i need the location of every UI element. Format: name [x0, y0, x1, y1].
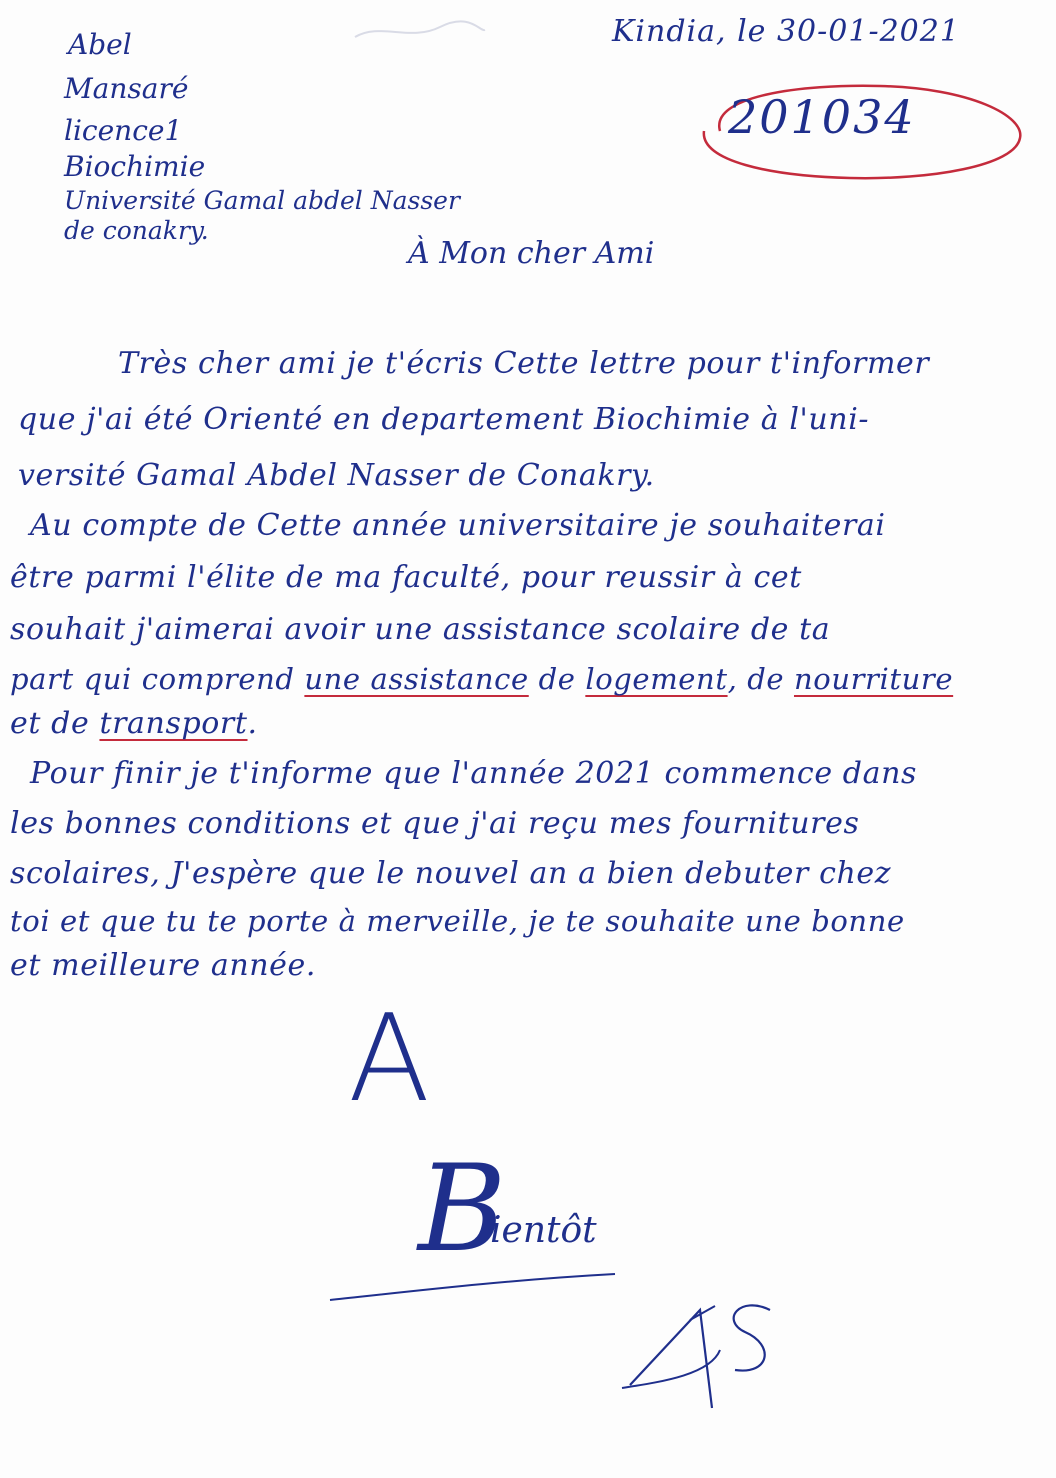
- text-segment: et de: [10, 706, 100, 741]
- underlined-phrase: transport: [99, 706, 248, 741]
- sender-department: Biochimie: [64, 150, 206, 183]
- body-line: versité Gamal Abdel Nasser de Conakry.: [18, 458, 655, 493]
- signature: [620, 1290, 800, 1420]
- faint-scribble: [350, 12, 490, 52]
- closing-b-initial: B: [418, 1140, 507, 1279]
- closing-underline: [325, 1270, 625, 1310]
- body-line: Pour finir je t'informe que l'année 2021 commence dans: [30, 756, 918, 791]
- sender-first-name: Abel: [68, 28, 132, 61]
- body-line: scolaires, J'espère que le nouvel an a bien debuter chez: [10, 856, 892, 891]
- underlined-phrase: nourriture: [793, 662, 954, 696]
- body-line: être parmi l'élite de ma faculté, pour reussir à cet: [10, 560, 802, 595]
- underlined-phrase: une assistance: [304, 662, 529, 696]
- body-line: Très cher ami je t'écris Cette lettre pour t'informer: [118, 346, 930, 381]
- body-line: toi et que tu te porte à merveille, je te souhaite une bonne: [10, 904, 905, 938]
- sender-last-name: Mansaré: [64, 72, 189, 105]
- sender-university: Université Gamal abdel Nasser: [64, 186, 460, 215]
- body-line-underlined: [10, 662, 953, 696]
- greeting: À Mon cher Ami: [408, 236, 655, 271]
- text-segment: .: [247, 706, 258, 741]
- closing-bientot-rest: ientôt: [490, 1210, 597, 1251]
- reference-number: 201034: [728, 90, 916, 144]
- body-line-underlined: [10, 706, 258, 741]
- body-line: et meilleure année.: [10, 948, 317, 983]
- sender-level: licence1: [64, 114, 183, 147]
- place-date: Kindia, le 30-01-2021: [612, 14, 960, 49]
- body-line: Au compte de Cette année universitaire je souhaiterai: [30, 508, 886, 543]
- body-line: que j'ai été Orienté en departement Biochimie à l'uni-: [18, 402, 870, 437]
- text-segment: , de: [727, 662, 794, 696]
- body-line: souhait j'aimerai avoir une assistance scolaire de ta: [10, 612, 831, 647]
- text-segment: de: [528, 662, 586, 696]
- text-segment: part qui comprend: [10, 662, 305, 696]
- closing-a: A: [348, 990, 431, 1129]
- reference-stamp: [690, 76, 1030, 186]
- sender-city: de conakry.: [64, 216, 209, 245]
- body-line: les bonnes conditions et que j'ai reçu mes fournitures: [10, 806, 860, 841]
- underlined-phrase: logement: [585, 662, 728, 696]
